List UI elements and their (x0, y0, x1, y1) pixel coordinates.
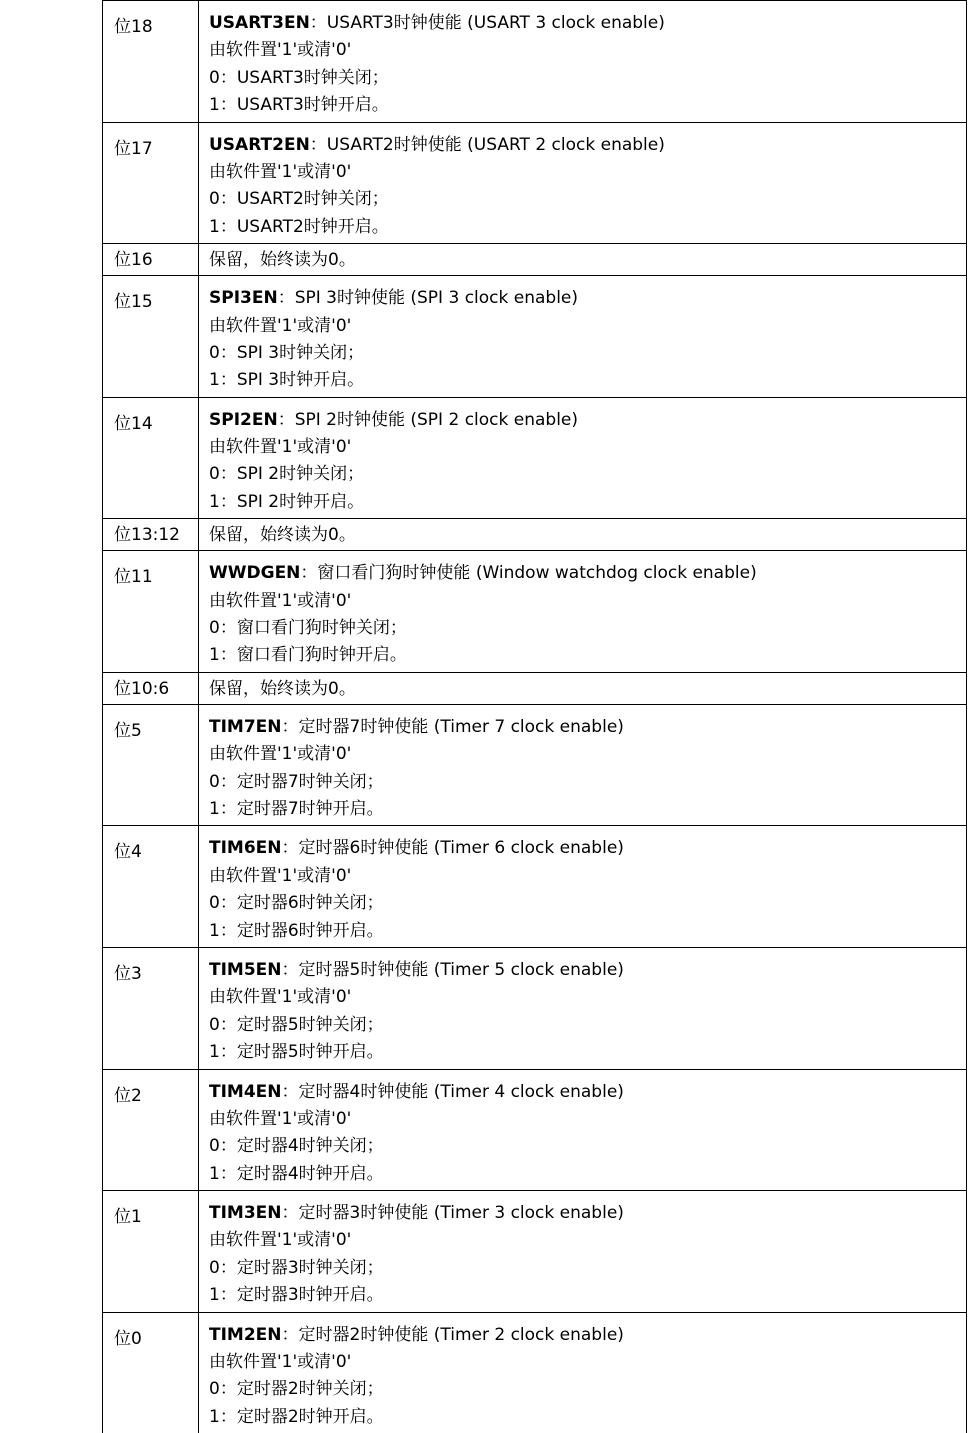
description-line: 由软件置'1'或清'0' (209, 161, 352, 182)
description-line: 由软件置'1'或清'0' (209, 590, 352, 611)
description-line: 0：USART3时钟关闭； (209, 67, 389, 88)
description-line: 1：USART3时钟开启。 (209, 95, 389, 116)
table-row (103, 244, 967, 276)
bit-number: 位13:12 (103, 519, 199, 551)
table-row (103, 276, 967, 398)
description-line: 1：定时器3时钟开启。 (209, 1285, 384, 1306)
description-line: 1：SPI 3时钟开启。 (209, 370, 365, 391)
table-row (103, 122, 967, 244)
field-title: ：定时器3时钟使能 (Timer 3 clock enable) (281, 1203, 624, 1224)
table-row (103, 826, 967, 948)
field-name: TIM4EN (209, 1081, 282, 1102)
table-row (103, 672, 967, 704)
bit-description (199, 672, 967, 704)
description-line: 由软件置'1'或清'0' (209, 315, 352, 336)
description-line: 1：SPI 2时钟开启。 (209, 491, 365, 512)
bit-description (199, 122, 967, 244)
bit-description (199, 1312, 967, 1433)
field-name: TIM6EN (209, 838, 282, 859)
bit-description (199, 826, 967, 948)
bit-description (199, 551, 967, 673)
description-line: 0：定时器7时钟关闭； (209, 771, 384, 792)
table-row (103, 947, 967, 1069)
description-line: 0：定时器6时钟关闭； (209, 893, 384, 914)
field-title: ：SPI 2时钟使能 (SPI 2 clock enable) (277, 409, 579, 430)
description-line: 1：定时器5时钟开启。 (209, 1042, 384, 1063)
field-name: USART3EN (209, 13, 310, 33)
bit-description (199, 947, 967, 1069)
description-line: 0：SPI 3时钟关闭； (209, 342, 365, 363)
bit-description (199, 704, 967, 826)
description-line: 0：定时器2时钟关闭； (209, 1379, 384, 1400)
field-name: TIM7EN (209, 716, 282, 737)
bit-description (199, 276, 967, 398)
reserved-text: 保留，始终读为0。 (209, 678, 356, 699)
description-line: 1：定时器4时钟开启。 (209, 1163, 384, 1184)
description-line: 0：定时器4时钟关闭； (209, 1136, 384, 1157)
description-line: 由软件置'1'或清'0' (209, 1230, 352, 1251)
table-row (103, 519, 967, 551)
field-title: ：定时器4时钟使能 (Timer 4 clock enable) (281, 1081, 624, 1102)
bit-number: 位2 (103, 1069, 199, 1191)
description-line: 1：定时器7时钟开启。 (209, 798, 384, 819)
description-line: 0：定时器5时钟关闭； (209, 1014, 384, 1035)
bit-number: 位10:6 (103, 672, 199, 704)
description-line: 由软件置'1'或清'0' (209, 40, 352, 61)
bit-number: 位16 (103, 244, 199, 276)
table-row (103, 1, 967, 123)
description-line: 由软件置'1'或清'0' (209, 744, 352, 765)
description-line: 由软件置'1'或清'0' (209, 1108, 352, 1129)
field-title: ：定时器5时钟使能 (Timer 5 clock enable) (281, 959, 624, 980)
bit-description (199, 397, 967, 519)
description-line: 由软件置'1'或清'0' (209, 987, 352, 1008)
table-row (103, 551, 967, 673)
bit-number: 位1 (103, 1191, 199, 1313)
table-row (103, 1312, 967, 1433)
bit-description (199, 519, 967, 551)
field-title: ：窗口看门狗时钟使能 (Window watchdog clock enable) (300, 563, 757, 584)
field-name: TIM3EN (209, 1203, 282, 1224)
reserved-text: 保留，始终读为0。 (209, 525, 356, 546)
bit-number: 位11 (103, 551, 199, 673)
description-line: 0：窗口看门狗时钟关闭； (209, 618, 407, 639)
description-line: 1：窗口看门狗时钟开启。 (209, 645, 407, 666)
table-row (103, 1191, 967, 1313)
table-row (103, 1069, 967, 1191)
table-row (103, 704, 967, 826)
description-line: 1：定时器6时钟开启。 (209, 920, 384, 941)
description-line: 0：USART2时钟关闭； (209, 189, 389, 210)
field-title: ：定时器6时钟使能 (Timer 6 clock enable) (281, 838, 624, 859)
field-title: ：USART3时钟使能 (USART 3 clock enable) (309, 13, 665, 33)
bit-description (199, 1069, 967, 1191)
field-name: WWDGEN (209, 563, 301, 584)
field-name: SPI3EN (209, 288, 278, 309)
bit-number: 位4 (103, 826, 199, 948)
description-line: 1：定时器2时钟开启。 (209, 1406, 384, 1427)
description-line: 由软件置'1'或清'0' (209, 437, 352, 458)
field-title: ：定时器7时钟使能 (Timer 7 clock enable) (281, 716, 624, 737)
field-name: TIM5EN (209, 959, 282, 980)
bit-description (199, 1191, 967, 1313)
description-line: 0：定时器3时钟关闭； (209, 1257, 384, 1278)
register-bit-table (102, 0, 967, 1433)
field-name: TIM2EN (209, 1324, 282, 1345)
bit-description (199, 244, 967, 276)
bit-number: 位14 (103, 397, 199, 519)
field-name: SPI2EN (209, 409, 278, 430)
bit-number: 位3 (103, 947, 199, 1069)
field-title: ：USART2时钟使能 (USART 2 clock enable) (309, 134, 665, 155)
field-title: ：定时器2时钟使能 (Timer 2 clock enable) (281, 1324, 624, 1345)
bit-number: 位5 (103, 704, 199, 826)
description-line: 1：USART2时钟开启。 (209, 216, 389, 237)
bit-description (199, 1, 967, 123)
bit-number: 位0 (103, 1312, 199, 1433)
field-title: ：SPI 3时钟使能 (SPI 3 clock enable) (277, 288, 579, 309)
description-line: 由软件置'1'或清'0' (209, 1352, 352, 1373)
table-row (103, 397, 967, 519)
reserved-text: 保留，始终读为0。 (209, 250, 356, 271)
bit-number: 位18 (103, 1, 199, 123)
description-line: 0：SPI 2时钟关闭； (209, 464, 365, 485)
bit-number: 位17 (103, 122, 199, 244)
description-line: 由软件置'1'或清'0' (209, 865, 352, 886)
field-name: USART2EN (209, 134, 310, 155)
bit-number: 位15 (103, 276, 199, 398)
